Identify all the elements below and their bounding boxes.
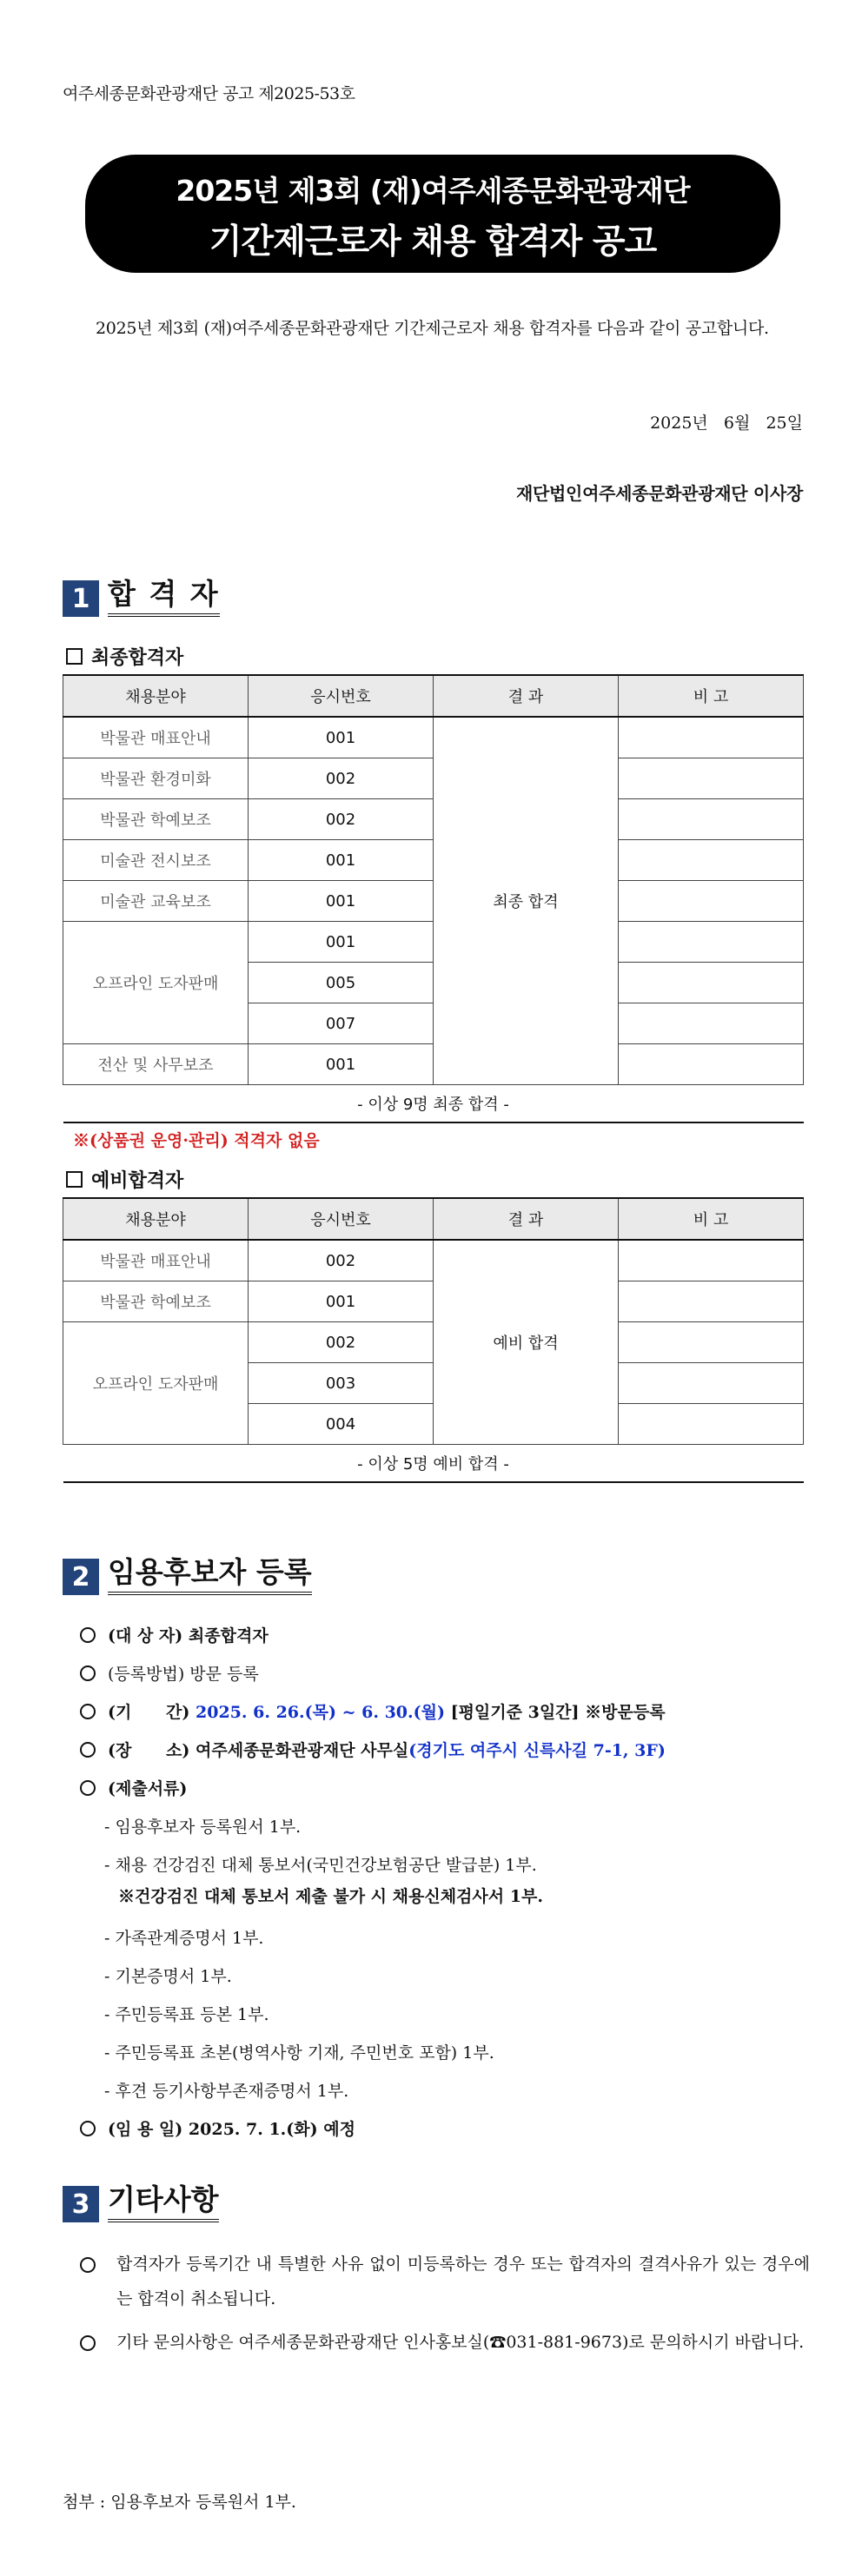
reserve-passers-table [63,1197,804,1483]
remark-cell [619,1044,804,1085]
period-value: 2025. 6. 26.(목) ~ 6. 30.(월) [196,1703,445,1722]
circle-bullet-icon [80,2257,96,2273]
section-2-title: 임용후보자 등록 [108,1555,312,1595]
method-label: (등록방법) [108,1665,185,1684]
table-row [63,717,804,758]
doc-line: - 채용 건강검진 대체 통보서(국민건강보험공단 발급분) 1부. [104,1856,537,1875]
number-cell: 002 [249,758,434,799]
field-cell: 오프라인 도자판매 [63,922,249,1044]
number-cell: 001 [249,881,434,922]
doc-line: - 임용후보자 등록원서 1부. [104,1818,302,1837]
col-field: 채용분야 [63,675,249,717]
method-value: 방문 등록 [189,1665,259,1684]
field-cell: 박물관 매표안내 [63,717,249,758]
target-value: 최종합격자 [188,1626,269,1646]
misc-item [80,2325,810,2360]
misc-item-text: 기타 문의사항은 여주세종문화관광재단 인사홍보실(☎031-881-9673)로 문의하시기 바랍니다. [116,2333,805,2352]
remark-cell [619,1240,804,1281]
field-cell: 전산 및 사무보조 [63,1044,249,1085]
square-bullet-icon [66,1171,83,1188]
field-cell: 박물관 환경미화 [63,758,249,799]
final-passers-heading-label: 최종합격자 [91,647,184,669]
field-cell: 박물관 학예보조 [63,1281,249,1322]
number-cell: 001 [249,717,434,758]
issuer: 재단법인여주세종문화관광재단 이사장 [515,483,803,504]
section-1-heading [63,577,220,617]
remark-cell [619,799,804,840]
field-cell: 미술관 전시보조 [63,840,249,881]
col-result: 결 과 [434,675,619,717]
table-row [63,1240,804,1281]
health-note: ※건강검진 대체 통보서 제출 불가 시 채용신체검사서 1부. [118,1887,543,1906]
doc-line: - 가족관계증명서 1부. [104,1929,264,1948]
place-label: (장 소) [108,1741,190,1760]
circle-bullet-icon [80,1780,96,1796]
field-cell: 박물관 학예보조 [63,799,249,840]
circle-bullet-icon [80,1665,96,1681]
remark-cell [619,1003,804,1044]
section-3-title: 기타사항 [108,2182,219,2222]
final-passers-heading [66,643,183,670]
number-cell: 003 [249,1363,434,1404]
method-item [80,1661,259,1685]
col-remark: 비 고 [619,675,804,717]
docs-label: (제출서류) [108,1779,188,1798]
misc-list [80,2247,810,2368]
target-label: (대 상 자) [108,1626,183,1646]
appointment-value: 2025. 7. 1.(화) 예정 [188,2120,355,2139]
doc-line: - 주민등록표 등본 1부. [104,2005,269,2024]
square-bullet-icon [66,648,83,665]
remark-cell [619,1404,804,1445]
intro-paragraph: 2025년 제3회 (재)여주세종문화관광재단 기간제근로자 채용 합격자를 다음과 같이 공고합니다. [96,319,769,338]
number-cell: 002 [249,1322,434,1363]
col-remark: 비 고 [619,1198,804,1240]
target-item [80,1623,269,1646]
remark-cell [619,758,804,799]
place-address: (경기도 여주시 신륵사길 7-1, 3F) [408,1741,666,1760]
field-cell: 오프라인 도자판매 [63,1322,249,1445]
col-result: 결 과 [434,1198,619,1240]
appointment-item [80,2116,355,2140]
number-cell: 001 [249,1281,434,1322]
remark-cell [619,1281,804,1322]
table-header-row [63,1198,804,1240]
number-cell: 001 [249,922,434,963]
section-2-heading [63,1555,312,1595]
appointment-label: (임 용 일) [108,2120,183,2139]
number-cell: 002 [249,1240,434,1281]
section-3-heading [63,2182,219,2222]
circle-bullet-icon [80,1742,96,1758]
period-item [80,1699,666,1723]
remark-cell [619,881,804,922]
number-cell: 005 [249,963,434,1003]
doc-line: - 기본증명서 1부. [104,1967,232,1986]
title-line-2: 기간제근로자 채용 합격자 공고 [209,222,657,262]
circle-bullet-icon [80,2121,96,2136]
no-eligible-note: ※(상품권 운영·관리) 적격자 없음 [73,1131,320,1150]
number-cell: 004 [249,1404,434,1445]
docs-item [80,1776,187,1799]
place-item [80,1738,666,1761]
remark-cell [619,1363,804,1404]
remark-cell [619,922,804,963]
section-2-number: 2 [63,1559,99,1595]
period-note: [평일기준 3일간] ※방문등록 [450,1703,666,1722]
doc-line: - 후견 등기사항부존재증명서 1부. [104,2082,349,2101]
place-value: 여주세종문화관광재단 사무실 [196,1741,409,1760]
remark-cell [619,963,804,1003]
misc-item-text: 합격자가 등록기간 내 특별한 사유 없이 미등록하는 경우 또는 합격자의 결격사유가 있는 경우에는 합격이 취소됩니다. [116,2255,810,2308]
remark-cell [619,1322,804,1363]
circle-bullet-icon [80,2335,96,2351]
section-3-number: 3 [63,2186,99,2222]
result-cell: 예비 합격 [434,1240,619,1445]
field-cell: 박물관 매표안내 [63,1240,249,1281]
table-header-row [63,675,804,717]
doc-line: - 주민등록표 초본(병역사항 기재, 주민번호 포함) 1부. [104,2043,494,2063]
final-passers-summary: - 이상 9명 최종 합격 - [63,1085,804,1123]
title-line-1: 2025년 제3회 (재)여주세종문화관광재단 [176,174,690,208]
result-cell: 최종 합격 [434,717,619,1085]
period-label: (기 간) [108,1703,190,1722]
remark-cell [619,717,804,758]
notice-number: 여주세종문화관광재단 공고 제2025-53호 [63,84,355,103]
section-1-title: 합 격 자 [108,577,220,617]
final-passers-table [63,674,804,1123]
col-field: 채용분야 [63,1198,249,1240]
circle-bullet-icon [80,1627,96,1643]
misc-item [80,2247,810,2316]
circle-bullet-icon [80,1704,96,1719]
number-cell: 002 [249,799,434,840]
reserve-passers-summary: - 이상 5명 예비 합격 - [63,1445,804,1483]
col-number: 응시번호 [249,1198,434,1240]
number-cell: 001 [249,1044,434,1085]
title-banner [85,155,780,273]
notice-date: 2025년 6월 25일 [650,414,803,433]
col-number: 응시번호 [249,675,434,717]
number-cell: 001 [249,840,434,881]
reserve-passers-heading-label: 예비합격자 [91,1170,184,1192]
attachment-note: 첨부 : 임용후보자 등록원서 1부. [63,2493,296,2512]
reserve-passers-heading [66,1166,183,1193]
field-cell: 미술관 교육보조 [63,881,249,922]
number-cell: 007 [249,1003,434,1044]
section-1-number: 1 [63,580,99,617]
remark-cell [619,840,804,881]
